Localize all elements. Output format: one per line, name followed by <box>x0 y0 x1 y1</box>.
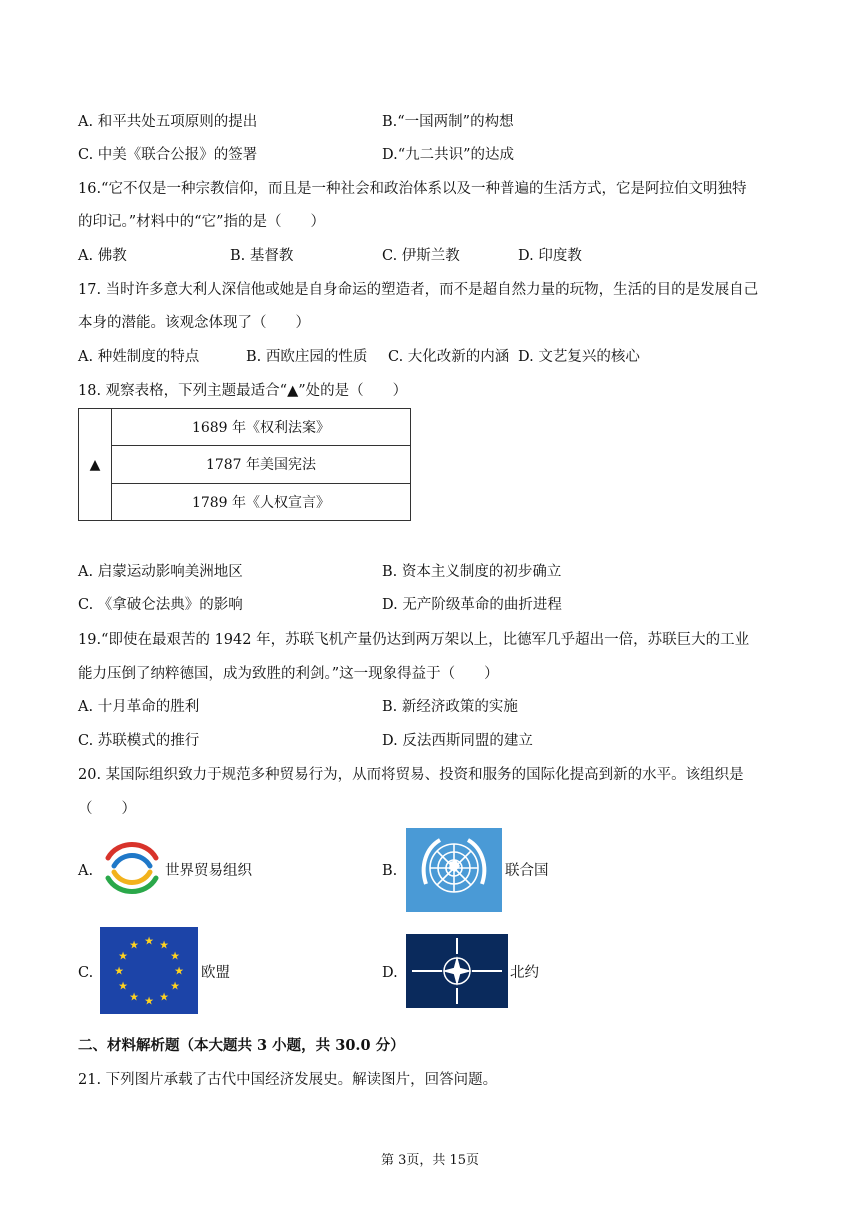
q21-stem: 21. 下列图片承载了古代中国经济发展史。解读图片，回答问题。 <box>78 1072 498 1088</box>
q16-option-d: D. 印度教 <box>518 248 582 264</box>
eu-star-icon: ★ <box>170 979 180 993</box>
un-emblem-icon <box>406 828 502 912</box>
table-row: 1787 年美国宪法 <box>112 446 411 483</box>
q15-option-b: B.“一国两制”的构想 <box>382 114 514 130</box>
q17-option-d: D. 文艺复兴的核心 <box>518 349 640 365</box>
q20-option-c-label: 欧盟 <box>201 965 230 981</box>
eu-star-icon: ★ <box>144 994 154 1008</box>
q19-option-b: B. 新经济政策的实施 <box>382 699 518 715</box>
q16-stem-line2: 的印记。”材料中的“它”指的是（ ） <box>78 214 325 230</box>
eu-star-icon: ★ <box>114 964 124 978</box>
q18-option-a: A. 启蒙运动影响美洲地区 <box>78 564 243 580</box>
section2-title: 二、材料解析题（本大题共 3 小题，共 30.0 分） <box>78 1037 405 1054</box>
eu-star-icon: ★ <box>144 934 154 948</box>
q18-stem: 18. 观察表格，下列主题最适合“▲”处的是（ ） <box>78 383 408 399</box>
q17-stem-line2: 本身的潜能。该观念体现了（ ） <box>78 315 310 331</box>
nato-flag-icon <box>406 934 508 1008</box>
q19-option-a: A. 十月革命的胜利 <box>78 699 200 715</box>
q20-option-c-letter: C. <box>78 965 94 981</box>
eu-star-icon: ★ <box>118 979 128 993</box>
q18-option-d: D. 无产阶级革命的曲折进程 <box>382 597 562 613</box>
q18-option-c: C. 《拿破仑法典》的影响 <box>78 597 243 613</box>
eu-star-icon: ★ <box>159 990 169 1004</box>
q20-option-a-letter: A. <box>78 863 94 879</box>
q16-option-a: A. 佛教 <box>78 248 127 264</box>
table-marker-triangle: ▲ <box>79 409 112 521</box>
q19-stem-line1: 19.“即使在最艰苦的 1942 年，苏联飞机产量仍达到两万架以上，比德军几乎超出一倍，苏联巨大的工业 <box>78 632 750 648</box>
page-number: 第 3页，共 15页 <box>380 1153 480 1168</box>
wto-logo-icon <box>100 836 164 900</box>
eu-star-icon: ★ <box>170 949 180 963</box>
q20-option-a-label: 世界贸易组织 <box>165 863 252 879</box>
q18-events-table <box>78 408 411 521</box>
q20-stem-line1: 20. 某国际组织致力于规范多种贸易行为，从而将贸易、投资和服务的国际化提高到新的水平。该组织是 <box>78 767 744 783</box>
q20-option-d-letter: D. <box>382 965 398 981</box>
q17-stem-line1: 17. 当时许多意大利人深信他或她是自身命运的塑造者，而不是超自然力量的玩物，生活的目的是发展自己 <box>78 282 759 298</box>
q19-option-d: D. 反法西斯同盟的建立 <box>382 733 533 749</box>
q20-stem-line2: （ ） <box>78 801 136 817</box>
table-row: 1689 年《权利法案》 <box>112 409 411 446</box>
q15-option-c: C. 中美《联合公报》的签署 <box>78 147 258 163</box>
q16-stem-line1: 16.“它不仅是一种宗教信仰，而且是一种社会和政治体系以及一种普遍的生活方式，它是阿拉伯文明独特 <box>78 181 747 197</box>
eu-star-icon: ★ <box>129 990 139 1004</box>
q16-option-c: C. 伊斯兰教 <box>382 248 460 264</box>
q15-option-a: A. 和平共处五项原则的提出 <box>78 114 258 130</box>
q17-option-a: A. 种姓制度的特点 <box>78 349 200 365</box>
q20-option-b-label: 联合国 <box>505 863 549 879</box>
q17-option-b: B. 西欧庄园的性质 <box>246 349 368 365</box>
q20-option-d-label: 北约 <box>510 965 539 981</box>
q19-option-c: C. 苏联模式的推行 <box>78 733 200 749</box>
eu-flag-icon <box>100 927 198 1014</box>
q18-option-b: B. 资本主义制度的初步确立 <box>382 564 562 580</box>
q19-stem-line2: 能力压倒了纳粹德国，成为致胜的利剑。”这一现象得益于（ ） <box>78 666 499 682</box>
q16-option-b: B. 基督教 <box>230 248 294 264</box>
eu-star-icon: ★ <box>159 938 169 952</box>
eu-star-icon: ★ <box>118 949 128 963</box>
q20-option-b-letter: B. <box>382 863 398 879</box>
eu-star-icon: ★ <box>129 938 139 952</box>
q15-option-d: D.“九二共识”的达成 <box>382 147 515 163</box>
q17-option-c: C. 大化改新的内涵 <box>388 349 510 365</box>
table-row: 1789 年《人权宣言》 <box>112 483 411 520</box>
eu-star-icon: ★ <box>174 964 184 978</box>
